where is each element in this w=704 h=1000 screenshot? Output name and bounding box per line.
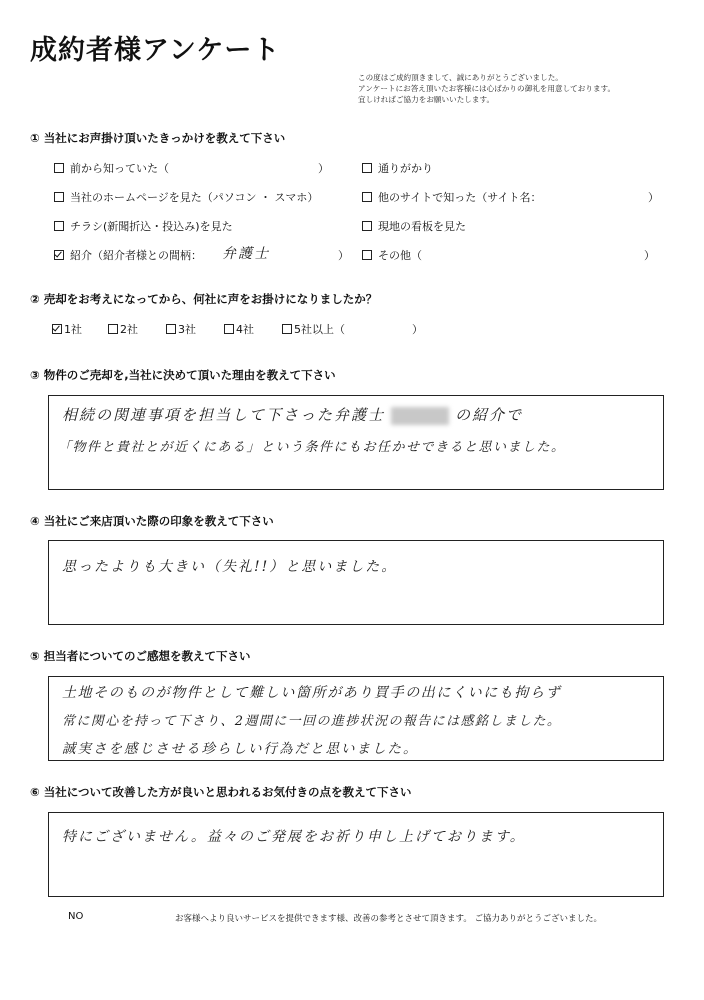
q1-option-referral[interactable] (54, 247, 202, 263)
q1-option-close-paren: ） (318, 162, 329, 175)
checkbox-icon (108, 324, 118, 334)
q2-option-3[interactable] (166, 321, 196, 337)
q1-label: ① 当社にお声掛け頂いたきっかけを教えて下さい (30, 131, 286, 145)
checkbox-icon (282, 324, 292, 334)
q5-answer-line-1: 土地そのものが物件として難しい箇所があり買手の出にくいにも拘らず (62, 685, 562, 701)
q5-label: ⑤ 担当者についてのご感想を教えて下さい (30, 649, 251, 663)
option-label: 紹介（紹介者様との間柄： (70, 249, 202, 262)
checkbox-icon (54, 221, 64, 231)
option-label: 1社 (64, 323, 82, 336)
checkbox-icon (54, 192, 64, 202)
q1-option-other[interactable] (362, 247, 422, 263)
q1-option-other-site[interactable] (362, 189, 541, 205)
q4-answer-box[interactable] (48, 540, 664, 625)
redacted-name (391, 407, 449, 425)
q2-option-4[interactable] (224, 321, 254, 337)
checkbox-icon (54, 163, 64, 173)
q6-answer-box[interactable] (48, 812, 664, 897)
checkbox-icon (224, 324, 234, 334)
footer-note: お客様へより良いサービスを提供できます様、改善の参考とさせて頂きます。 ご協力ありがとうございました。 (175, 914, 603, 924)
option-label: 通りがかり (378, 162, 433, 175)
option-label: 3社 (178, 323, 196, 336)
q3-answer-part-b: の紹介で (455, 406, 524, 424)
q6-answer: 特にございません。益々のご発展をお祈り申し上げております。 (62, 829, 526, 845)
checkbox-icon (362, 221, 372, 231)
q1-other-site-close-paren: ） (648, 191, 659, 204)
checkbox-icon (362, 192, 372, 202)
option-label: 5社以上（ (294, 323, 345, 336)
q5-answer-line-2: 常に関心を持って下さり、2週間に一回の進捗状況の報告には感銘しました。 (62, 714, 562, 729)
checkbox-icon (362, 163, 372, 173)
option-label: 現地の看板を見た (378, 220, 466, 233)
q1-option-passing-by[interactable] (362, 160, 433, 176)
option-label: その他（ (378, 249, 422, 262)
q2-option-1[interactable] (52, 321, 82, 337)
page-title: 成約者様アンケート (30, 35, 281, 66)
q1-option-flyer[interactable] (54, 218, 233, 234)
q1-option-known-before[interactable] (54, 160, 169, 176)
q1-option-homepage[interactable] (54, 189, 318, 205)
intro-line-3: 宜しければご協力をお願いいたします。 (358, 95, 495, 104)
option-label: チラシ(新聞折込・投込み)を見た (70, 220, 233, 233)
q3-answer-part-a: 相続の関連事項を担当して下さった弁護士 (62, 406, 386, 424)
option-label: 2社 (120, 323, 138, 336)
intro-line-1: この度はご成約頂きまして、誠にありがとうございました。 (358, 73, 563, 82)
q2-close-paren: ） (412, 323, 423, 336)
checked-checkbox-icon (52, 324, 62, 334)
q3-answer-line-2: 「物件と貴社とが近くにある」という条件にもお任かせできると思いました。 (58, 440, 566, 455)
q1-referral-close-paren: ） (338, 249, 349, 262)
checkbox-icon (362, 250, 372, 260)
checked-checkbox-icon (54, 250, 64, 260)
q1-other-close-paren: ） (644, 249, 655, 262)
q3-label: ③ 物件のご売却を,当社に決めて頂いた理由を教えて下さい (30, 368, 336, 382)
option-label: 当社のホームページを見た（パソコン ・ スマホ） (70, 191, 319, 204)
option-label: 4社 (236, 323, 254, 336)
option-label: 他のサイトで知った（サイト名： (378, 191, 542, 204)
q6-label: ⑥ 当社について改善した方が良いと思われるお気付きの点を教えて下さい (30, 785, 412, 799)
checkbox-icon (166, 324, 176, 334)
q4-answer: 思ったよりも大きい（失礼!!）と思いました。 (62, 559, 398, 575)
form-number-label: NO (68, 911, 84, 922)
q2-option-5-plus[interactable] (282, 321, 345, 337)
intro-line-2: アンケートにお答え頂いたお客様には心ばかりの御礼を用意しております。 (358, 84, 616, 93)
q3-answer-line-1 (62, 404, 523, 425)
q2-label: ② 売却をお考えになってから、何社に声をお掛けになりましたか？ (30, 292, 378, 306)
q4-label: ④ 当社にご来店頂いた際の印象を教えて下さい (30, 514, 274, 528)
option-label: 前から知っていた（ (70, 162, 169, 175)
q1-option-signboard[interactable] (362, 218, 466, 234)
q2-option-2[interactable] (108, 321, 138, 337)
q1-referral-relationship: 弁護士 (222, 246, 270, 262)
q5-answer-line-3: 誠実さを感じさせる珍らしい行為だと思いました。 (62, 741, 419, 757)
